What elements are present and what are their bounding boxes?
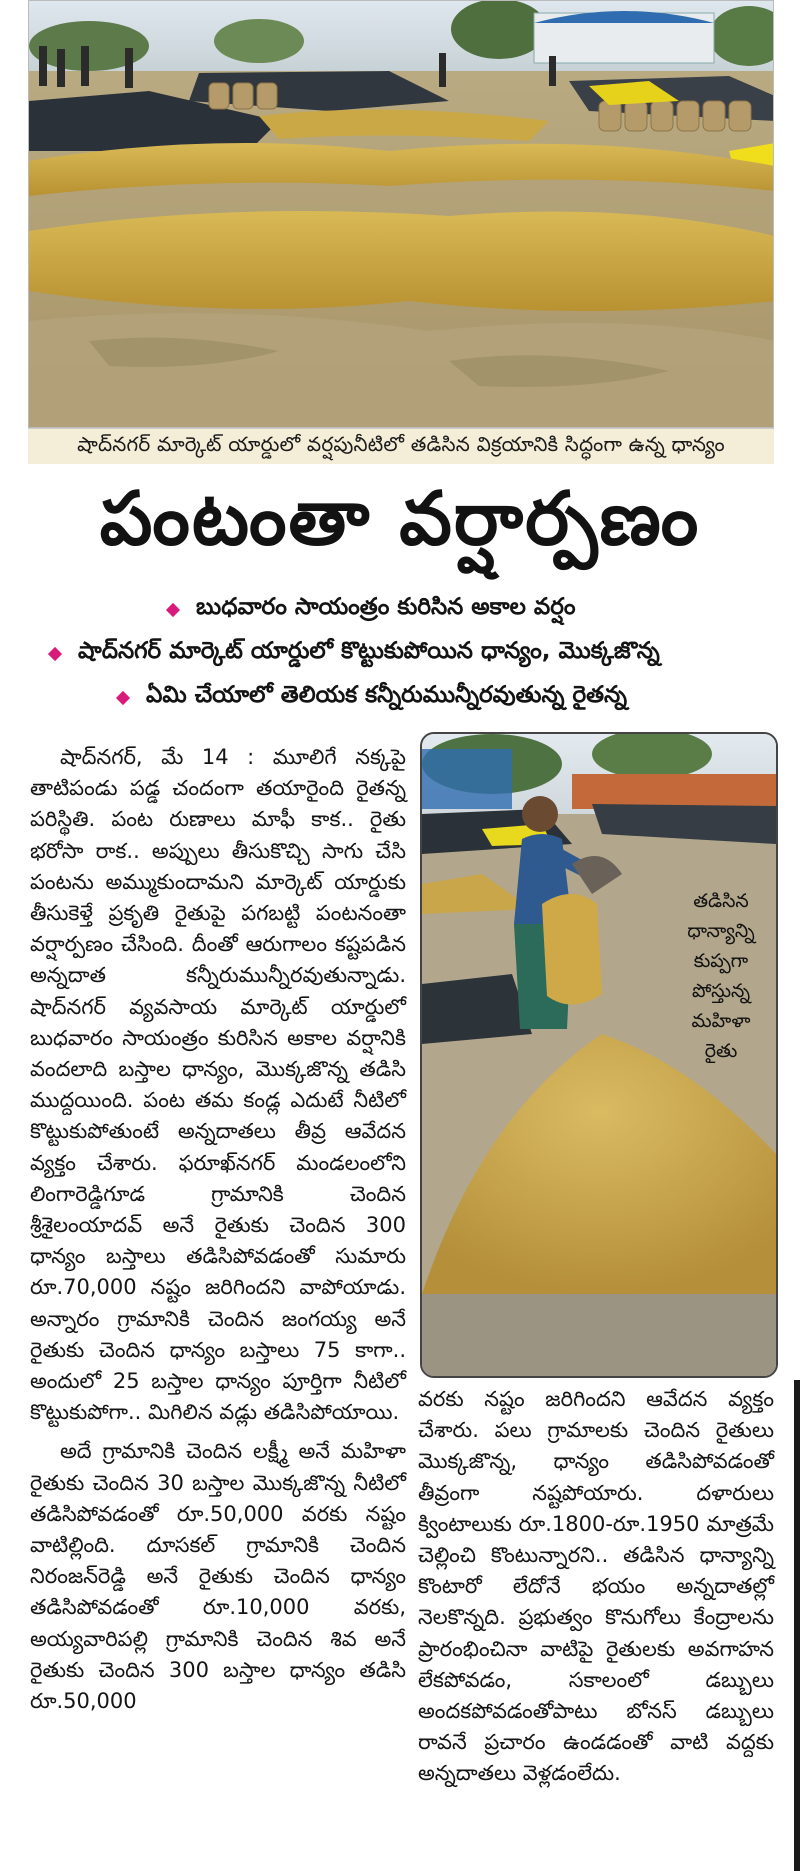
article-right-column	[418, 1384, 774, 1798]
subheadline-bullets	[0, 594, 800, 724]
bullet-item	[50, 638, 660, 670]
diamond-bullet-icon	[116, 691, 130, 705]
caption-line: తడిసిన	[693, 890, 749, 912]
article-paragraph: షాద్‌నగర్, మే 14 : మూలిగే నక్కపై తాటిపండు పడ్డ చందంగా తయారైంది రైతన్న పరిస్థితి. పంట రుణాలు మాఫీ కాక.. రైతు భరోసా రాక.. అప్పులు తీసుకొచ్చి సాగు చేసి పంటను అమ్ముకుందామని మార్కెట్ యార్డుకు తీసుకెళ్తే ప్రకృతి రైతుపై పగబట్టి పంటనంతా వర్షార్పణం చేసింది. దీంతో ఆరుగాలం కష్టపడిన అన్నదాత కన్నీరుమున్నీరవుతున్నాడు. షాద్‌నగర్ వ్యవసాయ మార్కెట్ యార్డులో బుధవారం సాయంత్రం కురిసిన అకాల వర్షానికి వందలాది బస్తాల ధాన్యం, మొక్కజొన్న తడిసి ముద్దయింది. పంట తమ కండ్ల ఎదుటే నీటిలో కొట్టుకుపోతుంటే అన్నదాతలు తీవ్ర ఆవేదన వ్యక్తం చేశారు. ఫరూఖ్‌నగర్ మండలంలోని లింగారెడ్డిగూడ గ్రామానికి చెందిన శ్రీశైలంయాదవ్ అనే రైతుకు చెందిన 300 ధాన్యం బస్తాలు తడిసిపోవడంతో సుమారు రూ.70,000 నష్టం జరిగిందని వాపోయాడు. అన్నారం గ్రామానికి చెందిన జంగయ్య అనే రైతుకు చెందిన ధాన్యం బస్తాలు 75 కాగా.. అందులో 25 బస్తాల ధాన్యం పూర్తిగా నీటిలో కొట్టుకుపోగా.. మిగిలిన వడ్లు తడిసిపోయాయి.	[30, 745, 406, 1425]
article-paragraph: అదే గ్రామానికి చెందిన లక్ష్మీ అనే మహిళా రైతుకు చెందిన 30 బస్తాల మొక్కజొన్న నీటిలో తడిసిపోవడంతో రూ.50,000 వరకు నష్టం వాటిల్లింది. దూసకల్ గ్రామానికి చెందిన నిరంజన్‌రెడ్డి అనే రైతుకు చెందిన ధాన్యం తడిసిపోవడంతో రూ.10,000 వరకు, అయ్యవారిపల్లి గ్రామానికి చెందిన శివ అనే రైతుకు చెందిన 300 బస్తాల ధాన్యం తడిసి రూ.50,000	[30, 1439, 406, 1714]
caption-line: ధాన్యాన్ని	[687, 920, 755, 942]
farmer-photo	[420, 732, 778, 1378]
bullet-text: ఏమి చేయాలో తెలియక కన్నీరుమున్నీరవుతున్న రైతన్న	[146, 682, 627, 708]
bullet-text: బుధవారం సాయంత్రం కురిసిన అకాల వర్షం	[196, 594, 576, 620]
diamond-bullet-icon	[48, 647, 62, 661]
bullet-item	[118, 682, 627, 714]
article-paragraph: వరకు నష్టం జరిగిందని ఆవేదన వ్యక్తం చేశారు. పలు గ్రామాలకు చెందిన రైతులు మొక్కజొన్న, ధాన్యం తడిసిపోవడంతో తీవ్రంగా నష్టపోయారు. దళారులు క్వింటాలుకు రూ.1800-రూ.1950 మాత్రమే చెల్లించి కొంటున్నారని.. తడిసిన ధాన్యాన్ని కొంటారో లేదోనే భయం అన్నదాతల్లో నెలకొన్నది. ప్రభుత్వం కొనుగోలు కేంద్రాలను ప్రారంభించినా వాటిపై రైతులకు అవగాహన లేకపోవడం, సకాలంలో డబ్బులు అందకపోవడంతోపాటు బోనస్ డబ్బులు రావనే ప్రచారం ఉండడంతో వాటి వద్దకు అన్నదాతలు వెళ్లడంలేదు.	[418, 1387, 774, 1786]
caption-line: కుప్పగా	[693, 950, 749, 972]
page-edge	[794, 1380, 800, 1871]
caption-line: మహిళా	[691, 1010, 751, 1032]
bullet-item	[168, 594, 576, 626]
article-left-column	[30, 742, 406, 1725]
farmer-photo-caption	[666, 886, 776, 1066]
market-yard-photo	[28, 0, 774, 428]
top-photo-caption: షాద్‌నగర్ మార్కెట్ యార్డులో వర్షపునీటిలో తడిసిన విక్రయానికి సిద్ధంగా ఉన్న ధాన్యం	[28, 428, 774, 464]
bullet-text: షాద్‌నగర్ మార్కెట్ యార్డులో కొట్టుకుపోయిన ధాన్యం, మొక్కజొన్న	[78, 638, 660, 664]
caption-line: రైతు	[704, 1040, 738, 1062]
diamond-bullet-icon	[166, 603, 180, 617]
headline: పంటంతా వర్షార్పణం	[99, 476, 701, 562]
caption-line: పోస్తున్న	[691, 980, 751, 1002]
